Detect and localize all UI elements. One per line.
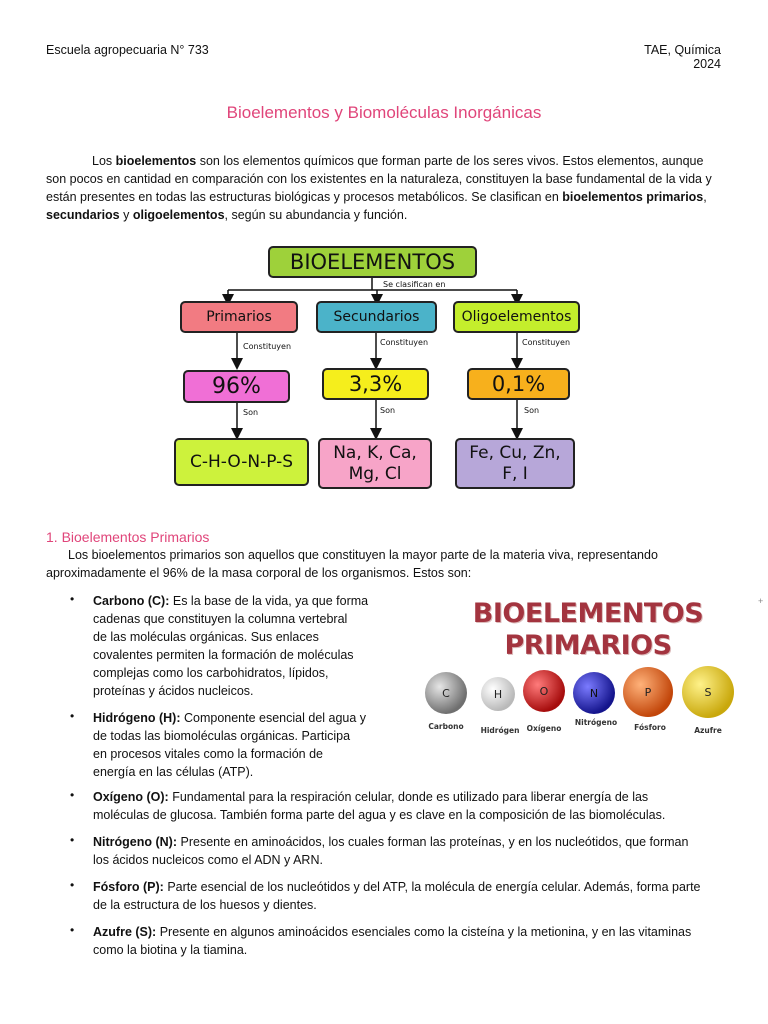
atom-name: Hidrógen: [480, 726, 520, 735]
bullet-icon: •: [70, 833, 75, 847]
image-anchor-mark: +: [758, 596, 764, 606]
atoms-row: [418, 664, 758, 724]
item-text: moléculas de glucosa. También forma parte del agua y es clave en la composición de las biomoléculas.: [93, 808, 666, 822]
course-subject: TAE, Química: [644, 43, 721, 57]
course-year: 2024: [693, 57, 721, 71]
son-label: Son: [243, 408, 259, 417]
list-item: Nitrógeno (N): Presente en aminoácidos, los cuales forman las proteínas, y en los nucleótidos, que forman los ácidos nucleicos como el ADN y ARN.: [93, 835, 689, 867]
list-item: Oxígeno (O): Fundamental para la respiración celular, donde es utilizado para liberar energía de las moléculas de glucosa. También forma parte del agua y es clave en la composición de las biomoléculas.: [93, 790, 666, 822]
atom-symbol: C: [442, 687, 450, 700]
item-text: los ácidos nucleicos como el ADN y ARN.: [93, 853, 323, 867]
intro-text: son los elementos químicos que forman parte de los seres vivos. Estos elementos, aunque son pocos en cantidad en comparación con los existentes en la naturaleza, constituyen la base fundamental de la vida y están presentes en todas las estructuras biológicas y procesos metabólicos. Se clasifican en: [46, 154, 712, 204]
classify-label: Se clasifican en: [383, 280, 446, 289]
constituyen-label: Constituyen: [380, 338, 429, 347]
atom-name: Fósforo: [634, 723, 666, 732]
elements-oligoelementos: [455, 438, 575, 489]
list-item: Fósforo (P): Parte esencial de los nucleótidos y del ATP, la molécula de energía celular. Además, forma parte de la estructura de los huesos y dientes.: [93, 880, 701, 912]
intro-bold-bioelementos: bioelementos: [115, 154, 197, 168]
item-term: Azufre (S): [93, 925, 153, 939]
list-item: Azufre (S): Presente en algunos aminoácidos esenciales como la cisteína y la metionina, y en las vitaminas como la biotina y la tiamina.: [93, 925, 692, 957]
item-text: de la estructura de los huesos y dientes.: [93, 898, 317, 912]
item-text: Fundamental para la respiración celular, donde es utilizado para liberar energía de las: [172, 790, 649, 804]
atom-name: Oxígeno: [526, 724, 562, 733]
illustration-title-line2: PRIMARIOS: [504, 630, 672, 661]
intro-text: Los: [92, 154, 116, 168]
course-label: [644, 43, 721, 71]
item-text: de las moléculas orgánicas. Sus enlaces: [93, 630, 319, 644]
primarios-illustration: [418, 596, 764, 746]
elements-secundarios: [318, 438, 432, 489]
son-label: Son: [380, 406, 396, 415]
item-term: Carbono (C): [93, 594, 166, 608]
intro-bold-primarios: bioelementos primarios: [562, 190, 704, 204]
list-item: Hidrógeno (H): Componente esencial del agua y de todas las biomoléculas orgánicas. Participa en procesos vitales como la formación de energía en las células (ATP).: [93, 711, 367, 779]
atom-symbol: N: [589, 687, 599, 700]
root-box: BIOELEMENTOS: [268, 246, 477, 278]
school-name: Escuela agropecuaria N° 733: [46, 43, 209, 57]
item-text: covalentes permiten la formación de moléculas: [93, 648, 354, 662]
percent-oligoelementos: 0,1%: [467, 368, 570, 400]
item-text: Presente en algunos aminoácidos esenciales como la cisteína y la metionina, y en las vitaminas: [159, 925, 692, 939]
bullet-icon: •: [70, 788, 75, 802]
item-text: cadenas que constituyen la columna vertebral: [93, 612, 348, 626]
elements-oligo-line2: F, I: [502, 463, 528, 484]
list-item: Carbono (C): Es la base de la vida, ya que forma cadenas que constituyen la columna vertebral de las moléculas orgánicas. Sus enlaces covalentes permiten la formación de moléculas complejas como los carbohidratos, lípidos, proteínas y ácidos nucleicos.: [93, 594, 369, 698]
item-text: Presente en aminoácidos, los cuales forman las proteínas, y en los nucleótidos, que forman: [180, 835, 689, 849]
atom-name: Azufre: [694, 726, 722, 735]
elements-secundarios-line2: Mg, Cl: [348, 463, 402, 484]
elements-oligo-line1: Fe, Cu, Zn,: [469, 442, 561, 463]
item-text: energía en las células (ATP).: [93, 765, 254, 779]
item-text: en procesos vitales como la formación de: [93, 747, 323, 761]
item-text: proteínas y ácidos nucleicos.: [93, 684, 254, 698]
atom-name: Nitrógeno: [574, 718, 618, 727]
item-term: Fósforo (P): [93, 880, 160, 894]
item-text: de todas las biomoléculas orgánicas. Participa: [93, 729, 351, 743]
illustration-title-line1: BIOELEMENTOS: [472, 598, 704, 629]
intro-bold-secundarios: secundarios: [46, 208, 120, 222]
page-title: Bioelementos y Biomoléculas Inorgánicas: [226, 103, 542, 122]
section-intro: Los bioelementos primarios son aquellos que constituyen la mayor parte de la materia viva, representando aproximadamente el 96% de la masa corporal de los organismos. Estos son:: [46, 548, 658, 580]
elements-secundarios-line1: Na, K, Ca,: [333, 442, 417, 463]
item-term: Hidrógeno (H): [93, 711, 177, 725]
item-text: como la biotina y la tiamina.: [93, 943, 248, 957]
item-text: complejas como los carbohidratos, lípidos,: [93, 666, 329, 680]
atom-symbol: S: [704, 686, 712, 699]
category-primarios: Primarios: [180, 301, 298, 333]
intro-paragraph: [46, 152, 722, 224]
atom-symbol: H: [493, 688, 503, 701]
atom-name: Carbono: [428, 722, 464, 731]
percent-primarios: 96%: [183, 370, 290, 403]
section-heading: 1. Bioelementos Primarios: [46, 529, 210, 545]
constituyen-label: Constituyen: [243, 342, 292, 351]
item-text: Parte esencial de los nucleótidos y del ATP, la molécula de energía celular. Además, forma parte: [167, 880, 701, 894]
elements-primarios: C-H-O-N-P-S: [174, 438, 309, 486]
item-text: Componente esencial del agua y: [183, 711, 367, 725]
intro-bold-oligo: oligoelementos: [132, 208, 225, 222]
constituyen-label: Constituyen: [522, 338, 571, 347]
item-term: Oxígeno (O): [93, 790, 165, 804]
item-text: Es la base de la vida, ya que forma: [172, 594, 369, 608]
intro-text: , según su abundancia y función.: [224, 208, 408, 222]
atom-symbol: P: [644, 686, 652, 699]
bullet-icon: •: [70, 592, 75, 606]
intro-text: y: [119, 208, 133, 222]
bullet-icon: •: [70, 878, 75, 892]
bullet-icon: •: [70, 709, 75, 723]
bullet-icon: •: [70, 923, 75, 937]
son-label: Son: [524, 406, 540, 415]
category-secundarios: Secundarios: [316, 301, 437, 333]
atom-symbol: O: [539, 685, 549, 698]
intro-text: ,: [703, 190, 707, 204]
category-oligoelementos: Oligoelementos: [453, 301, 580, 333]
item-term: Nitrógeno (N): [93, 835, 173, 849]
percent-secundarios: 3,3%: [322, 368, 429, 400]
